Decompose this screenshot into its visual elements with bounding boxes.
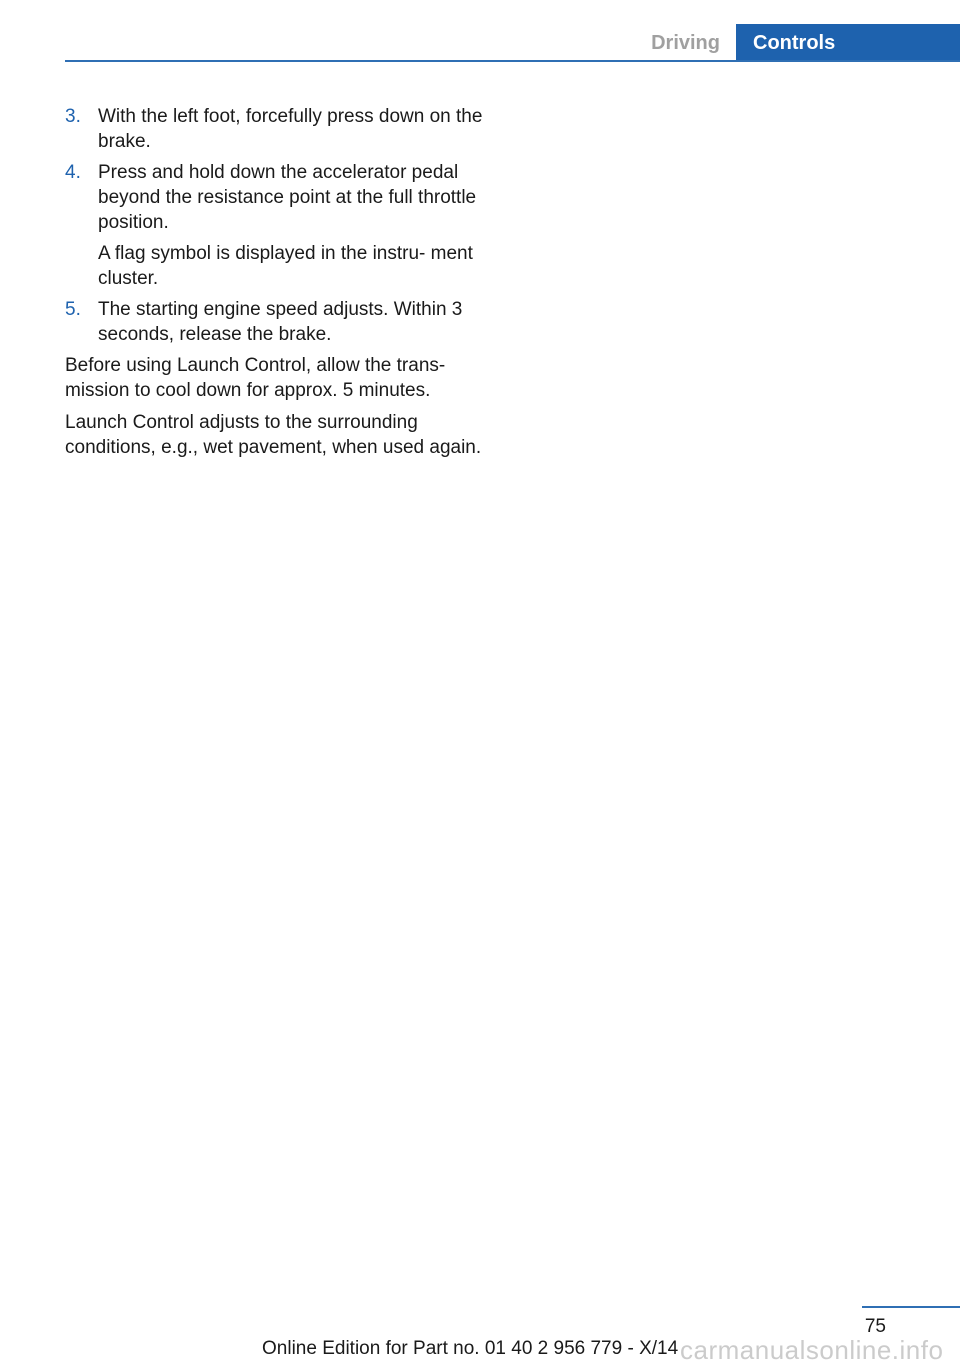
page-header bbox=[0, 0, 960, 62]
footer-divider bbox=[862, 1306, 960, 1308]
step-text: The starting engine speed adjusts. Within 3 seconds, release the brake. bbox=[98, 299, 463, 345]
step-item bbox=[65, 104, 485, 154]
watermark: carmanualsonline.info bbox=[680, 1335, 944, 1365]
main-content bbox=[65, 104, 485, 467]
section-tab-driving: Driving bbox=[651, 32, 720, 54]
step-number: 4. bbox=[65, 162, 81, 183]
body-paragraph: Before using Launch Control, allow the trans‑ mission to cool down for approx. 5 minutes. bbox=[65, 355, 446, 401]
chapter-tab-controls: Controls bbox=[736, 24, 960, 62]
page-number: 75 bbox=[864, 1316, 886, 1337]
step-number: 3. bbox=[65, 106, 81, 127]
edition-footer: Online Edition for Part no. 01 40 2 956 779 - X/14 bbox=[262, 1338, 679, 1359]
step-number: 5. bbox=[65, 299, 81, 320]
header-divider bbox=[65, 60, 960, 62]
step-note: A flag symbol is displayed in the instru‑ ment cluster. bbox=[98, 243, 473, 289]
step-item bbox=[65, 160, 485, 291]
step-item bbox=[65, 297, 485, 347]
step-text: Press and hold down the accelerator pedal beyond the resistance point at the full throttle position. bbox=[98, 162, 477, 233]
body-paragraph: Launch Control adjusts to the surrounding conditions, e.g., wet pavement, when used again. bbox=[65, 412, 482, 458]
step-text: With the left foot, forcefully press down on the brake. bbox=[98, 106, 483, 152]
